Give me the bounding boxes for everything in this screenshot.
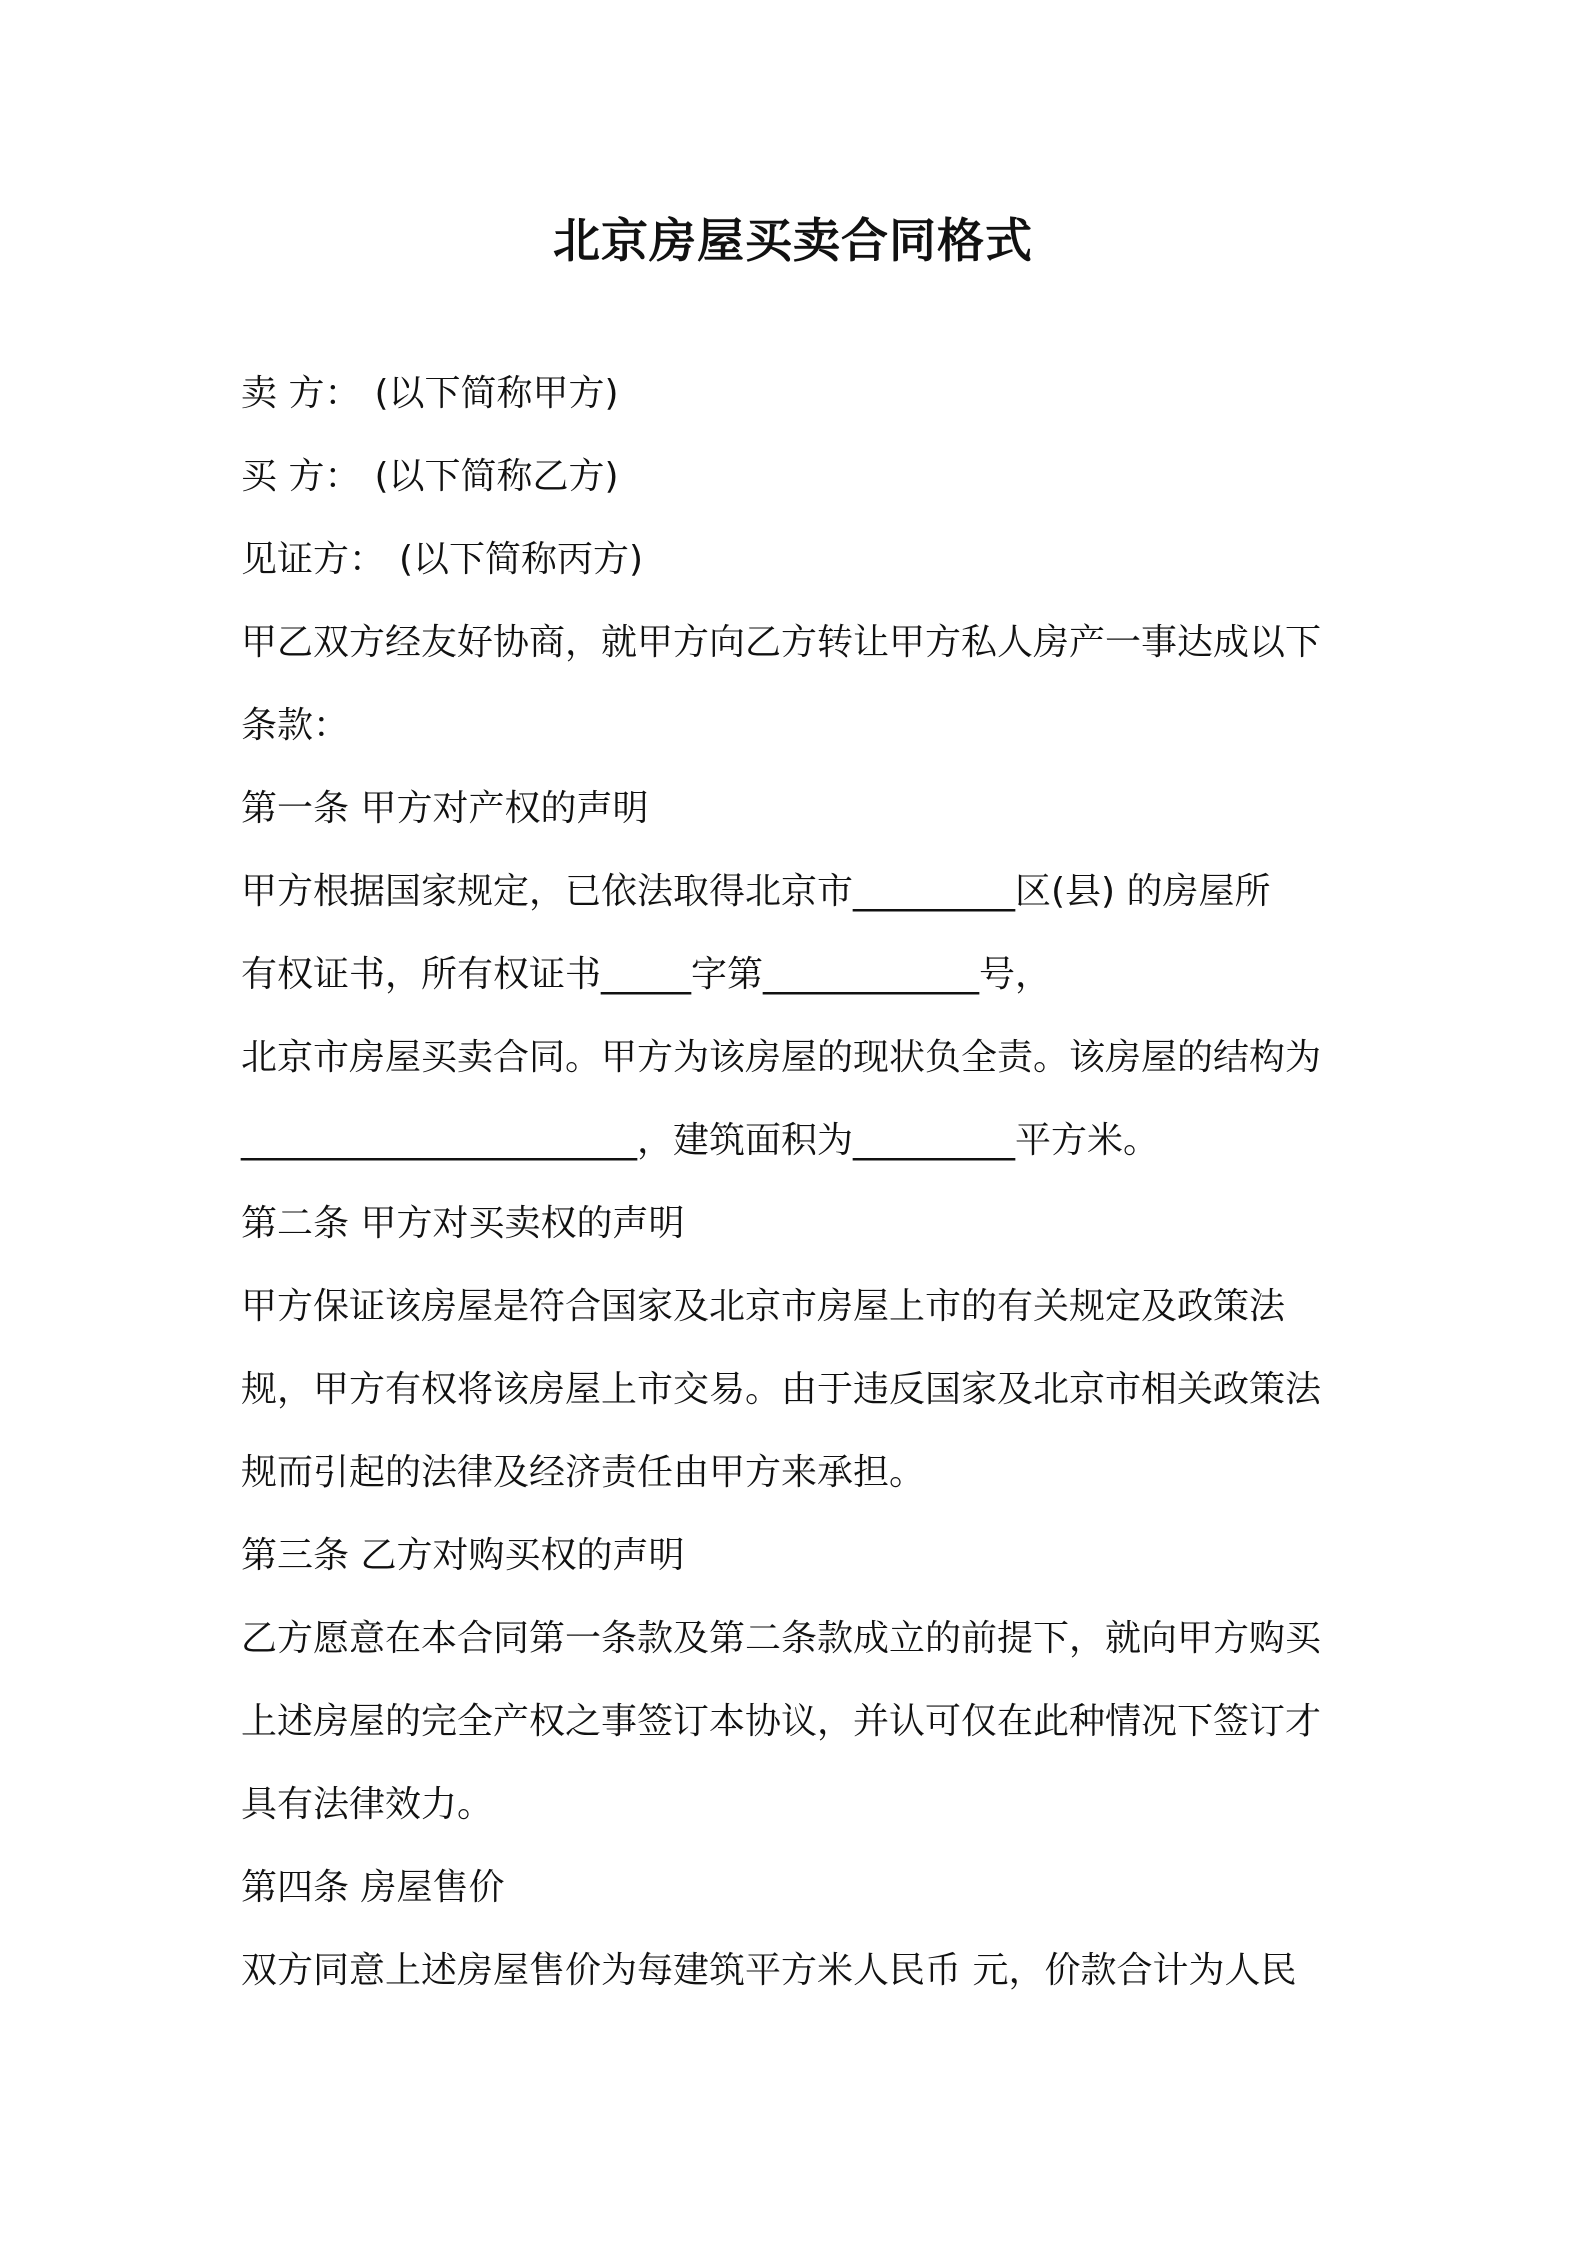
article-4-line-1: 双方同意上述房屋售价为每建筑平方米人民币 元，价款合计为人民	[241, 1950, 1297, 1991]
article-4-heading: 第四条 房屋售价	[241, 1867, 505, 1908]
article-1-line-3: 北京市房屋买卖合同。甲方为该房屋的现状负全责。该房屋的结构为	[241, 1037, 1322, 1078]
witness-line	[241, 532, 1361, 588]
intro-line-1: 甲乙双方经友好协商，就甲方向乙方转让甲方私人房产一事达成以下	[241, 622, 1322, 663]
article-3-line-1: 乙方愿意在本合同第一条款及第二条款成立的前提下，就向甲方购买	[241, 1618, 1322, 1659]
buyer-line	[241, 449, 1361, 505]
article-1-heading: 第一条 甲方对产权的声明	[241, 788, 649, 829]
buyer-label: 买 方：	[241, 456, 361, 497]
article-1-line-2: 有权证书，所有权证书_____字第____________号，	[241, 954, 1052, 995]
buyer-note: (以下简称乙方)	[374, 456, 619, 497]
article-3-line-3: 具有法律效力。	[241, 1784, 494, 1825]
article-2-line-1: 甲方保证该房屋是符合国家及北京市房屋上市的有关规定及政策法	[241, 1286, 1286, 1327]
article-2-line-3: 规而引起的法律及经济责任由甲方来承担。	[241, 1452, 926, 1493]
article-2-heading: 第二条 甲方对买卖权的声明	[241, 1203, 685, 1244]
witness-note: (以下简称丙方)	[399, 539, 644, 580]
seller-line	[241, 366, 1361, 422]
article-3-line-2: 上述房屋的完全产权之事签订本协议，并认可仅在此种情况下签订才	[241, 1701, 1322, 1742]
intro-line-2: 条款：	[241, 705, 350, 746]
article-1-line-4: ______________________，建筑面积为_________平方米。	[241, 1120, 1160, 1161]
document-title: 北京房屋买卖合同格式	[553, 214, 1033, 269]
article-3-heading: 第三条 乙方对购买权的声明	[241, 1535, 685, 1576]
witness-label: 见证方：	[241, 539, 386, 580]
article-2-line-2: 规，甲方有权将该房屋上市交易。由于违反国家及北京市相关政策法	[241, 1369, 1322, 1410]
article-1-line-1: 甲方根据国家规定，已依法取得北京市_________区(县) 的房屋所	[241, 871, 1271, 912]
seller-note: (以下简称甲方)	[374, 373, 619, 414]
seller-label: 卖 方：	[241, 373, 361, 414]
